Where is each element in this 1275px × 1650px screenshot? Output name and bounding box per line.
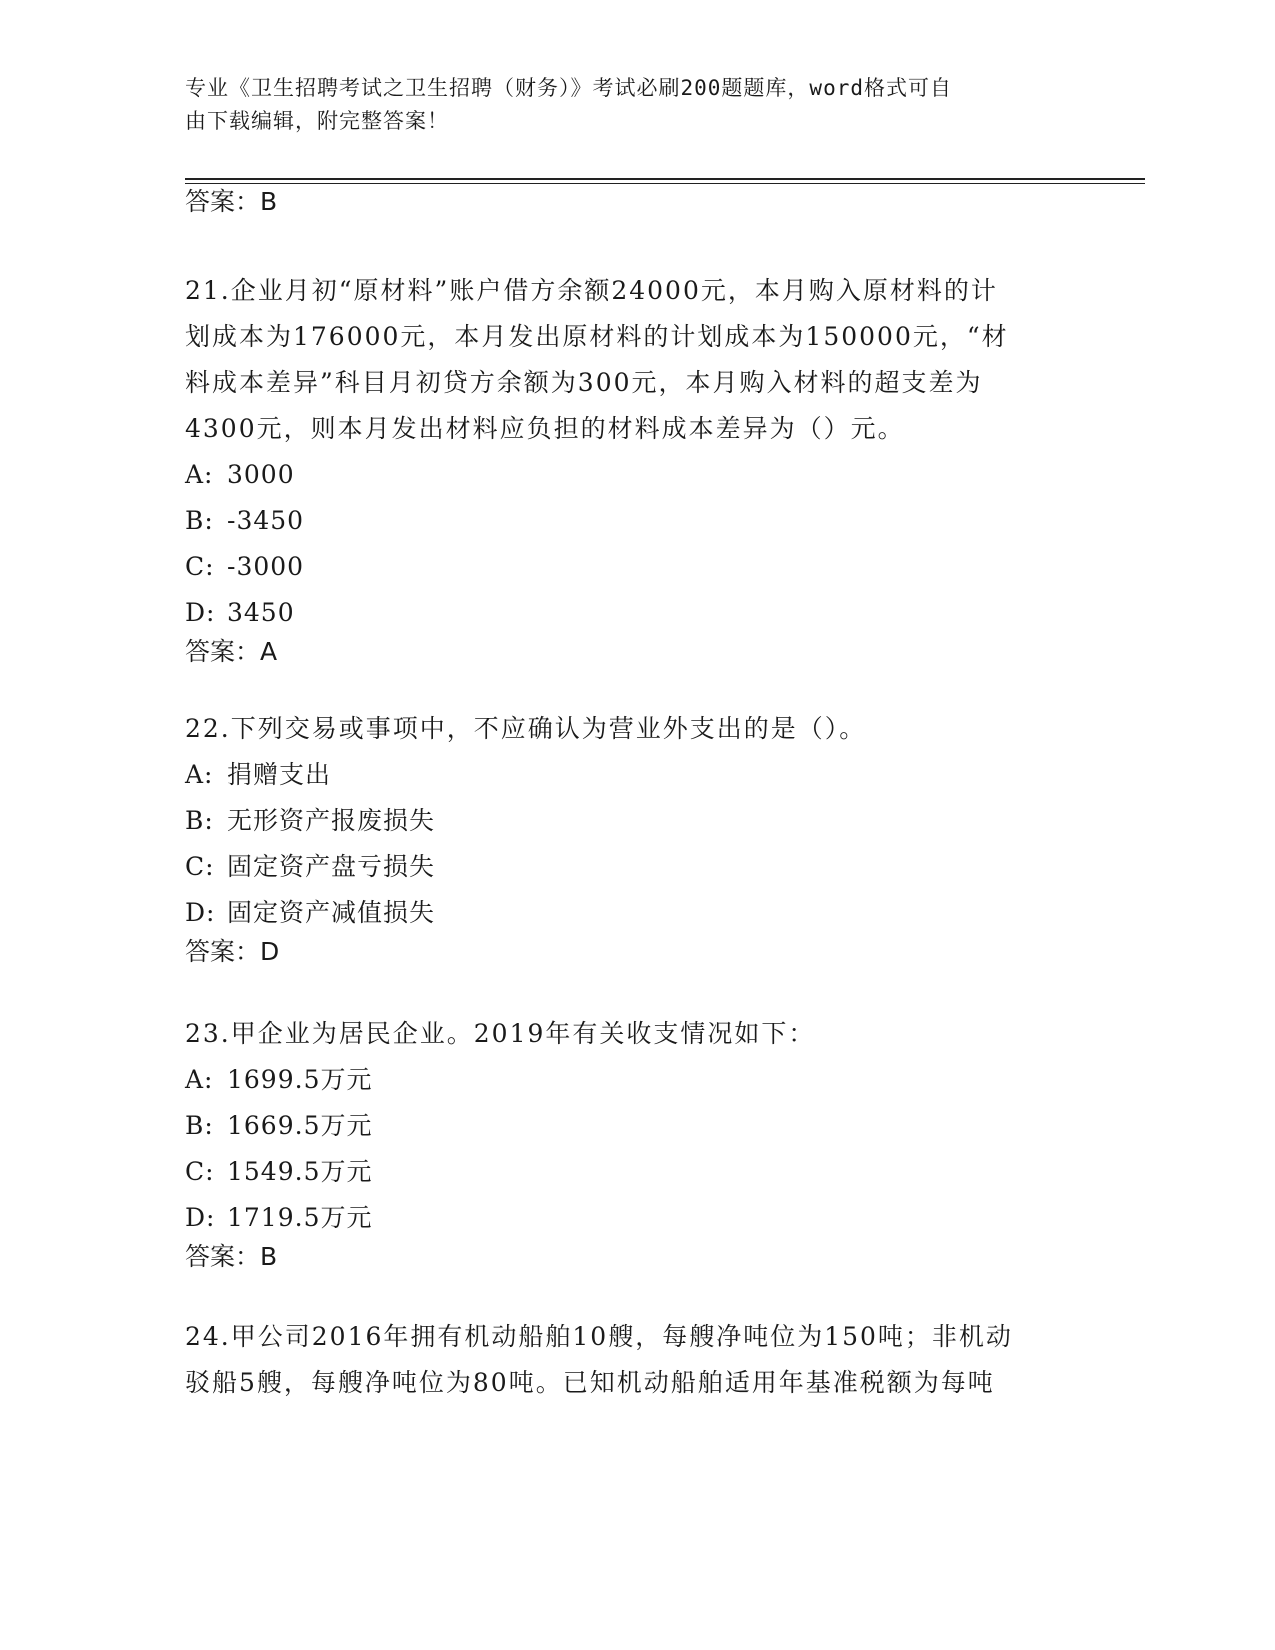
answer-line: 答案：B xyxy=(185,187,278,216)
option-d xyxy=(185,590,1065,636)
option-text: -3000 xyxy=(227,552,305,581)
question-text xyxy=(185,706,1065,752)
header-line: 专业《卫生招聘考试之卫生招聘（财务）》考试必刷200题题库，word格式可自 xyxy=(185,76,952,100)
option-key: C: xyxy=(185,552,215,581)
option-c xyxy=(185,1149,1065,1195)
option-key: A: xyxy=(185,1065,214,1094)
option-key: C: xyxy=(185,852,215,881)
option-d xyxy=(185,1195,1065,1241)
option-b xyxy=(185,1103,1065,1149)
option-key: A: xyxy=(185,460,214,489)
option-text: 1669.5万元 xyxy=(227,1111,373,1140)
question-22 xyxy=(185,706,1065,968)
question-text xyxy=(185,268,1065,452)
option-key: D: xyxy=(185,598,216,627)
option-key: B: xyxy=(185,806,214,835)
question-line: 22.下列交易或事项中，不应确认为营业外支出的是（）。 xyxy=(185,714,867,743)
option-text: 3000 xyxy=(227,460,295,489)
question-23 xyxy=(185,1011,1065,1273)
option-a xyxy=(185,452,1065,498)
option-text: 3450 xyxy=(227,598,295,627)
option-a xyxy=(185,1057,1065,1103)
option-a xyxy=(185,752,1065,798)
answer-line: 答案：D xyxy=(185,937,280,966)
option-text: 固定资产盘亏损失 xyxy=(227,852,436,881)
option-text: 无形资产报废损失 xyxy=(227,806,436,835)
option-b xyxy=(185,798,1065,844)
question-line: 划成本为176000元，本月发出原材料的计划成本为150000元，“材 xyxy=(185,322,1009,351)
option-d xyxy=(185,890,1065,936)
answer-line: 答案：B xyxy=(185,1242,278,1271)
header-rule-thin xyxy=(185,183,1145,184)
option-text: 1699.5万元 xyxy=(227,1065,373,1094)
question-24 xyxy=(185,1314,1065,1406)
question-text xyxy=(185,1011,1065,1057)
option-key: A: xyxy=(185,760,214,789)
option-text: 1719.5万元 xyxy=(227,1203,373,1232)
header-line: 由下载编辑，附完整答案！ xyxy=(185,109,449,133)
option-c xyxy=(185,544,1065,590)
option-text: 1549.5万元 xyxy=(227,1157,373,1186)
document-page xyxy=(185,0,1145,1650)
option-b xyxy=(185,498,1065,544)
question-line: 4300元，则本月发出材料应负担的材料成本差异为（）元。 xyxy=(185,414,905,443)
option-text: 固定资产减值损失 xyxy=(227,898,436,927)
option-text: 捐赠支出 xyxy=(227,760,332,789)
header-rule xyxy=(185,178,1145,180)
option-text: -3450 xyxy=(227,506,305,535)
question-line: 24.甲公司2016年拥有机动船舶10艘，每艘净吨位为150吨；非机动 xyxy=(185,1322,1013,1351)
question-text xyxy=(185,1314,1065,1406)
option-c xyxy=(185,844,1065,890)
question-line: 23.甲企业为居民企业。2019年有关收支情况如下： xyxy=(185,1019,816,1048)
option-key: D: xyxy=(185,1203,216,1232)
answer-line: 答案：A xyxy=(185,637,278,666)
option-key: B: xyxy=(185,506,214,535)
option-key: B: xyxy=(185,1111,214,1140)
document-header xyxy=(185,72,1065,138)
question-line: 驳船5艘，每艘净吨位为80吨。已知机动船舶适用年基准税额为每吨 xyxy=(185,1368,995,1397)
question-21 xyxy=(185,268,1065,668)
question-line: 料成本差异”科目月初贷方余额为300元，本月购入材料的超支差为 xyxy=(185,368,983,397)
option-key: C: xyxy=(185,1157,215,1186)
question-line: 21.企业月初“原材料”账户借方余额24000元，本月购入原材料的计 xyxy=(185,276,998,305)
option-key: D: xyxy=(185,898,216,927)
